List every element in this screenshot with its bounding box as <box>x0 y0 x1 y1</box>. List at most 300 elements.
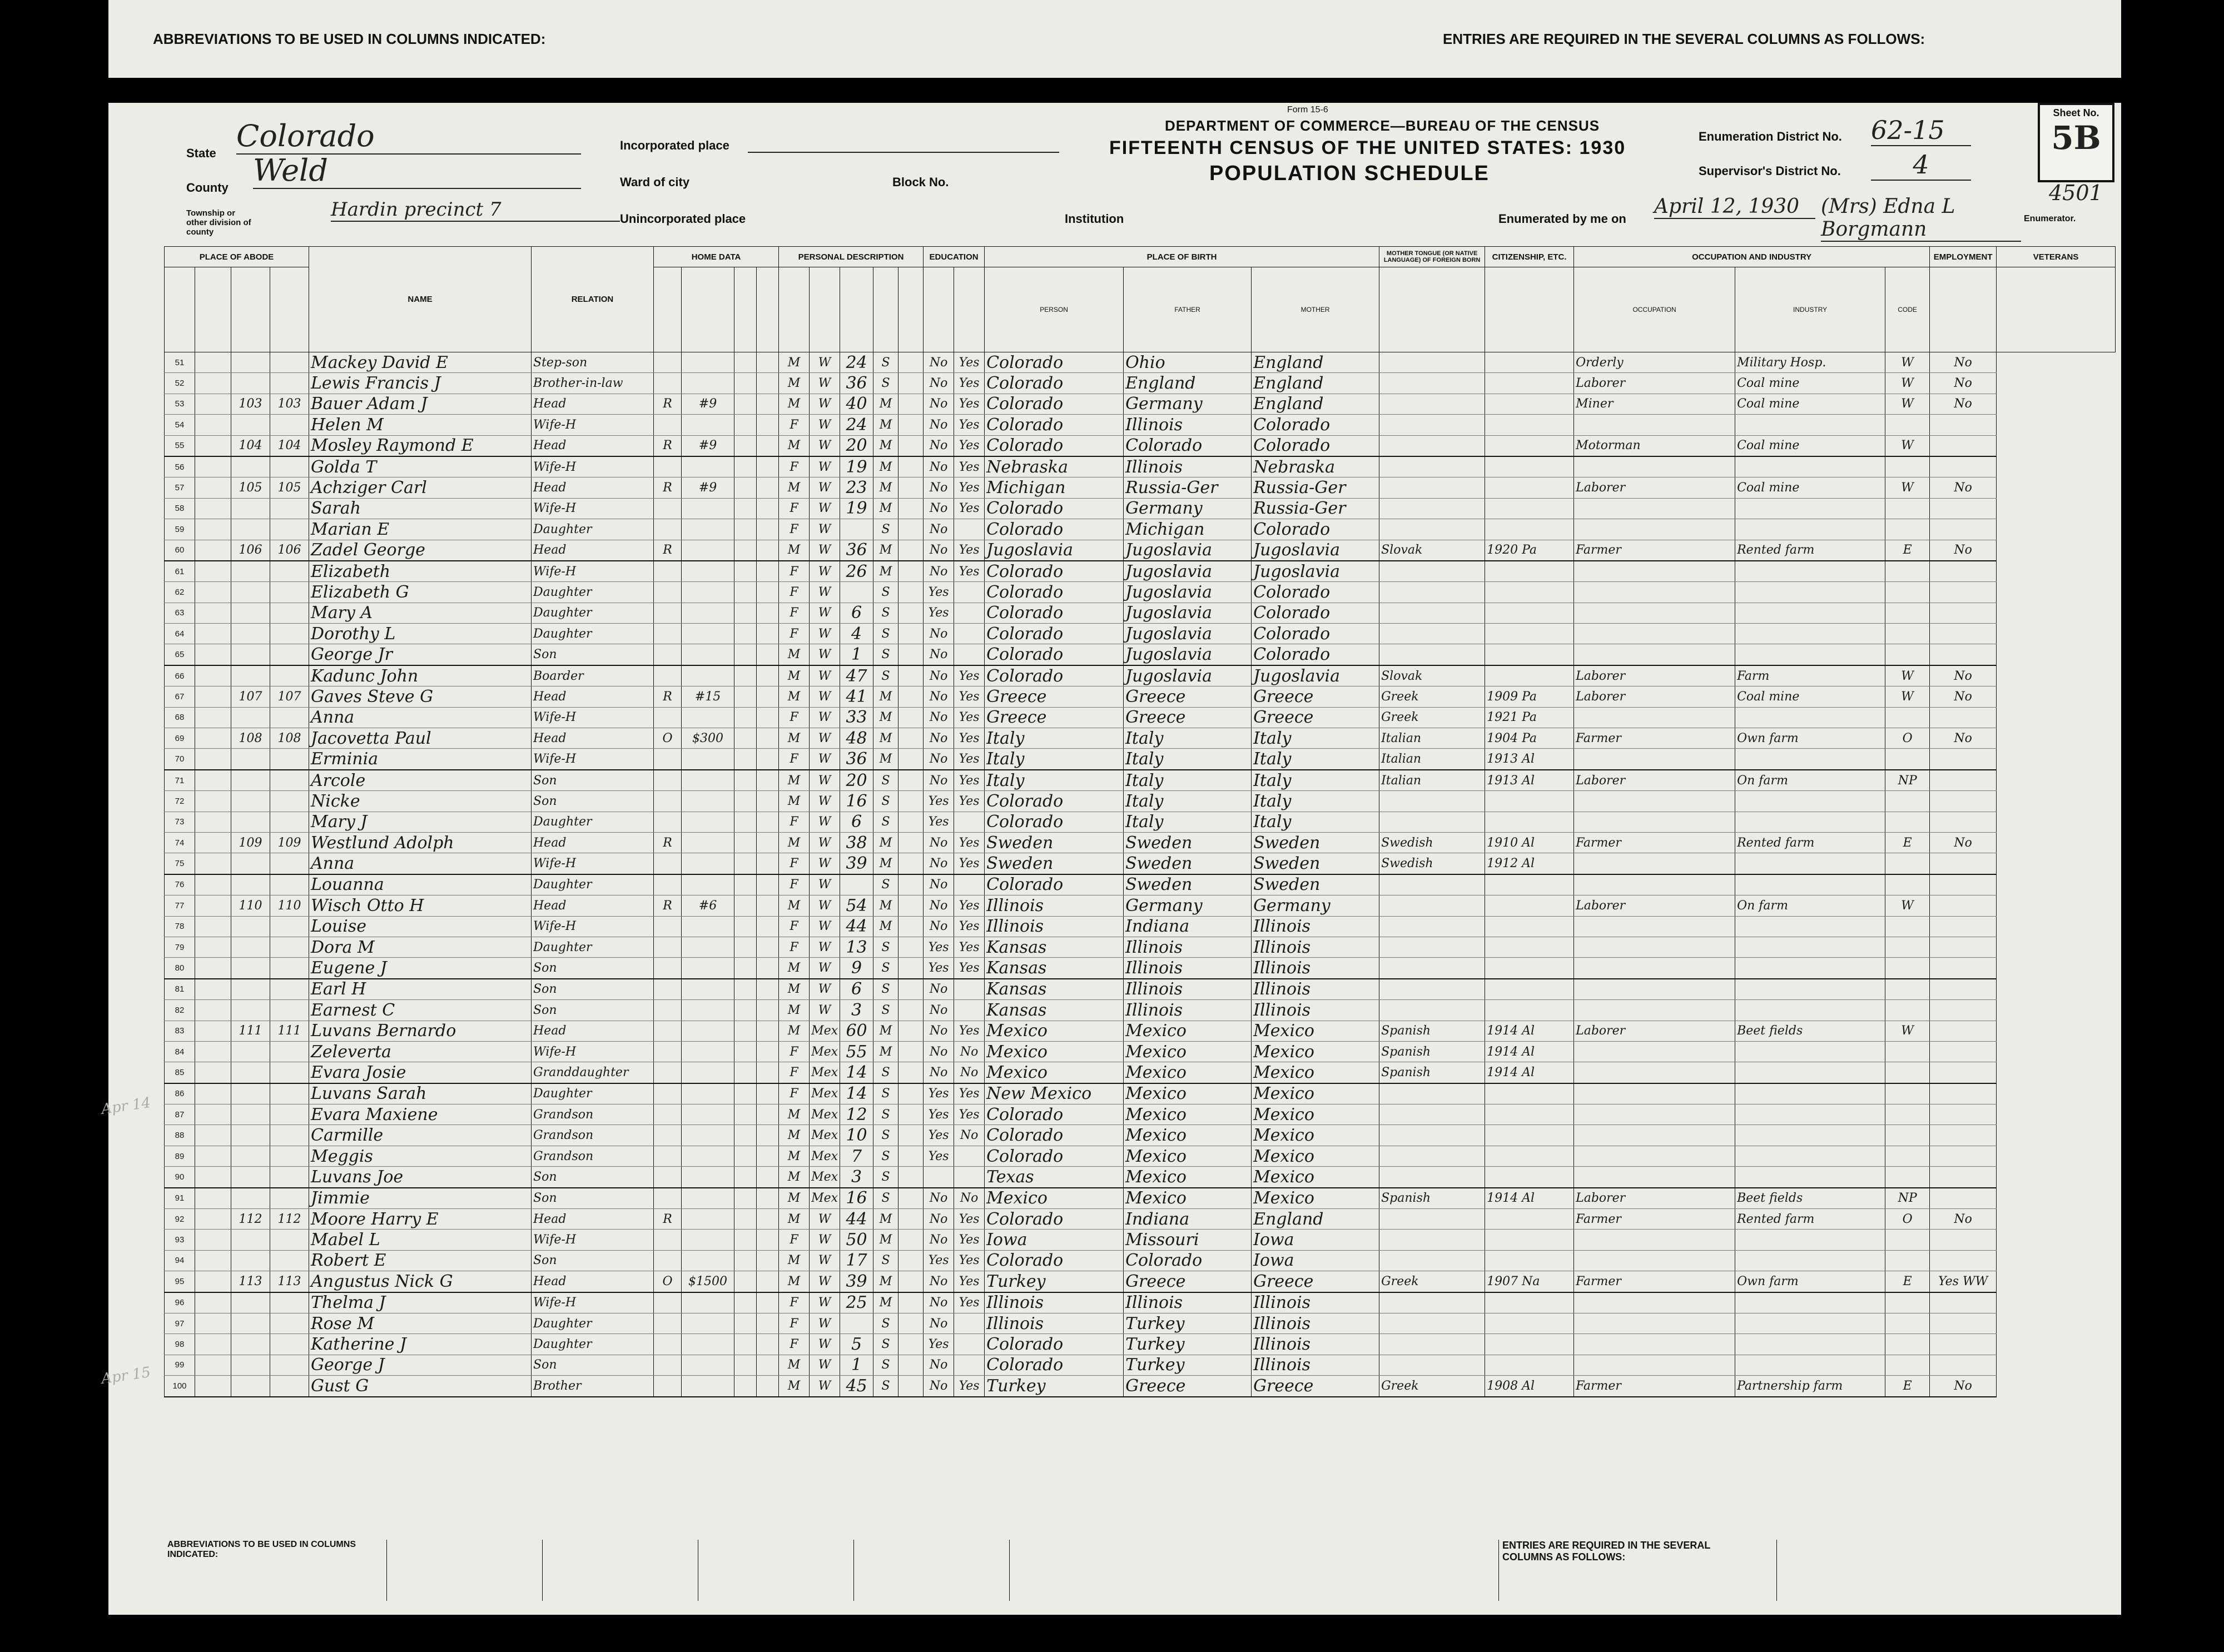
person-name-cell: Rose M <box>309 1313 532 1333</box>
birthplace-mother-cell: Illinois <box>1252 1313 1379 1333</box>
industry-cell <box>1735 561 1885 582</box>
read-write-cell: No <box>954 1188 985 1209</box>
citizenship-cell <box>1485 1334 1574 1355</box>
line-number-cell: 55 <box>165 435 195 456</box>
birthplace-father-cell: Turkey <box>1124 1355 1252 1375</box>
occupation-cell <box>1574 1334 1735 1355</box>
birthplace-father-cell: Illinois <box>1124 415 1252 435</box>
home-value-cell <box>682 456 734 477</box>
marital-status-cell: S <box>873 770 898 791</box>
street-cell <box>195 749 231 770</box>
footer-col-5 <box>1009 1540 1169 1601</box>
sex-cell: M <box>779 728 810 749</box>
person-name-cell: Gust G <box>309 1376 532 1397</box>
birthplace-mother-cell: Italy <box>1252 728 1379 749</box>
table-row <box>165 1125 2116 1146</box>
age-cell: 20 <box>840 435 873 456</box>
home-tenure-cell <box>654 707 682 728</box>
birthplace-person-cell: Nebraska <box>985 456 1124 477</box>
industry-cell <box>1735 979 1885 1000</box>
birthplace-father-cell: England <box>1124 373 1252 394</box>
race-cell: W <box>810 498 840 519</box>
marital-status-cell: S <box>873 1376 898 1397</box>
age-married-cell <box>898 749 924 770</box>
age-cell <box>840 874 873 895</box>
relation-cell: Wife-H <box>532 916 654 937</box>
street-cell <box>195 1000 231 1021</box>
race-cell: W <box>810 791 840 812</box>
age-cell: 14 <box>840 1083 873 1104</box>
read-write-cell: Yes <box>954 415 985 435</box>
occupation-cell <box>1574 958 1735 979</box>
sex-cell: F <box>779 853 810 874</box>
age-cell: 6 <box>840 603 873 623</box>
industry-cell: Own farm <box>1735 728 1885 749</box>
age-cell: 3 <box>840 1167 873 1188</box>
citizenship-cell <box>1485 1125 1574 1146</box>
street-cell <box>195 644 231 665</box>
employment-class-cell: E <box>1885 540 1930 561</box>
birthplace-mother-cell: Mexico <box>1252 1188 1379 1209</box>
veteran-cell <box>1930 1041 1997 1062</box>
relation-cell: Daughter <box>532 874 654 895</box>
read-write-cell: Yes <box>954 1104 985 1125</box>
radio-cell <box>734 832 757 853</box>
family-number-cell: 103 <box>270 394 309 414</box>
person-name-cell: Louise <box>309 916 532 937</box>
veteran-cell <box>1930 1334 1997 1355</box>
school-cell: No <box>924 686 954 707</box>
family-number-cell: 107 <box>270 686 309 707</box>
person-name-cell: Dorothy L <box>309 624 532 644</box>
dwelling-number-cell <box>231 1334 270 1355</box>
veteran-cell: Yes WW <box>1930 1271 1997 1292</box>
marital-status-cell: S <box>873 644 898 665</box>
birthplace-mother-cell: England <box>1252 373 1379 394</box>
read-write-cell: Yes <box>954 435 985 456</box>
home-value-cell: #15 <box>682 686 734 707</box>
mother-tongue-cell <box>1379 373 1485 394</box>
street-cell <box>195 603 231 623</box>
marital-status-cell: M <box>873 1041 898 1062</box>
age-married-cell <box>898 979 924 1000</box>
sex-cell: M <box>779 1000 810 1021</box>
citizenship-cell <box>1485 644 1574 665</box>
employment-class-cell: E <box>1885 832 1930 853</box>
school-cell: Yes <box>924 603 954 623</box>
birthplace-father-cell: Mexico <box>1124 1083 1252 1104</box>
dwelling-number-cell: 103 <box>231 394 270 414</box>
birthplace-mother-cell: Greece <box>1252 707 1379 728</box>
age-cell: 13 <box>840 937 873 957</box>
mother-tongue-cell <box>1379 791 1485 812</box>
veteran-cell: No <box>1930 352 1997 373</box>
line-number-cell: 77 <box>165 895 195 916</box>
sex-cell: F <box>779 1292 810 1313</box>
family-number-cell: 105 <box>270 477 309 498</box>
birthplace-father-cell: Mexico <box>1124 1021 1252 1041</box>
read-write-cell: Yes <box>954 958 985 979</box>
age-married-cell <box>898 644 924 665</box>
home-value-cell: #9 <box>682 477 734 498</box>
birthplace-person-cell: Colorado <box>985 415 1124 435</box>
occupation-cell <box>1574 1313 1735 1333</box>
occupation-cell: Laborer <box>1574 770 1735 791</box>
table-row <box>165 728 2116 749</box>
employment-class-cell <box>1885 456 1930 477</box>
radio-cell <box>734 1376 757 1397</box>
industry-cell <box>1735 415 1885 435</box>
farm-cell <box>757 895 779 916</box>
group-tongue: MOTHER TONGUE (OR NATIVE LANGUAGE) OF FOREIGN BORN <box>1379 247 1485 267</box>
marital-status-cell: S <box>873 1062 898 1083</box>
relation-cell: Daughter <box>532 1083 654 1104</box>
school-cell: No <box>924 832 954 853</box>
school-cell: No <box>924 895 954 916</box>
radio-cell <box>734 937 757 957</box>
birthplace-father-cell: Greece <box>1124 1376 1252 1397</box>
home-tenure-cell <box>654 1188 682 1209</box>
race-cell: W <box>810 770 840 791</box>
sex-cell: F <box>779 1334 810 1355</box>
home-tenure-cell <box>654 791 682 812</box>
sex-cell: M <box>779 770 810 791</box>
home-tenure-cell: R <box>654 1209 682 1230</box>
farm-cell <box>757 1021 779 1041</box>
mother-tongue-cell <box>1379 937 1485 957</box>
marital-status-cell: S <box>873 1104 898 1125</box>
occupation-cell: Farmer <box>1574 728 1735 749</box>
age-married-cell <box>898 415 924 435</box>
industry-cell <box>1735 519 1885 540</box>
age-cell: 41 <box>840 686 873 707</box>
farm-cell <box>757 749 779 770</box>
dwelling-number-cell <box>231 1188 270 1209</box>
citizenship-cell <box>1485 937 1574 957</box>
age-married-cell <box>898 791 924 812</box>
race-cell: W <box>810 644 840 665</box>
employment-class-cell <box>1885 791 1930 812</box>
line-number-cell: 81 <box>165 979 195 1000</box>
street-cell <box>195 686 231 707</box>
footer-col-6 <box>1776 1540 2114 1601</box>
employment-class-cell: O <box>1885 728 1930 749</box>
person-name-cell: Westlund Adolph <box>309 832 532 853</box>
birthplace-mother-cell: England <box>1252 394 1379 414</box>
read-write-cell: No <box>954 1041 985 1062</box>
street-cell <box>195 519 231 540</box>
person-name-cell: Luvans Sarah <box>309 1083 532 1104</box>
mother-tongue-cell <box>1379 561 1485 582</box>
top-strip-entries: ENTRIES ARE REQUIRED IN THE SEVERAL COLUMNS AS FOLLOWS: <box>1443 31 1925 47</box>
veteran-cell <box>1930 937 1997 957</box>
relation-cell: Daughter <box>532 582 654 603</box>
relation-cell: Grandson <box>532 1104 654 1125</box>
dwelling-number-cell <box>231 979 270 1000</box>
age-married-cell <box>898 603 924 623</box>
citizenship-cell <box>1485 1104 1574 1125</box>
school-cell: Yes <box>924 937 954 957</box>
birthplace-person-cell: Kansas <box>985 937 1124 957</box>
family-number-cell <box>270 1250 309 1271</box>
relation-cell: Head <box>532 1209 654 1230</box>
race-cell: W <box>810 603 840 623</box>
family-number-cell <box>270 874 309 895</box>
citizenship-cell <box>1485 498 1574 519</box>
citizenship-cell <box>1485 373 1574 394</box>
person-name-cell: Sarah <box>309 498 532 519</box>
line-number-cell: 79 <box>165 937 195 957</box>
school-cell: No <box>924 415 954 435</box>
industry-cell: On farm <box>1735 895 1885 916</box>
birthplace-father-cell: Italy <box>1124 812 1252 832</box>
mother-tongue-cell <box>1379 1000 1485 1021</box>
street-cell <box>195 707 231 728</box>
birthplace-mother-cell: Italy <box>1252 749 1379 770</box>
age-married-cell <box>898 1250 924 1271</box>
birthplace-person-cell: Colorado <box>985 1125 1124 1146</box>
home-value-cell <box>682 958 734 979</box>
line-number-cell: 58 <box>165 498 195 519</box>
occupation-cell: Miner <box>1574 394 1735 414</box>
mother-tongue-cell: Spanish <box>1379 1188 1485 1209</box>
age-cell: 45 <box>840 1376 873 1397</box>
radio-cell <box>734 1021 757 1041</box>
dwelling-number-cell <box>231 624 270 644</box>
home-tenure-cell <box>654 916 682 937</box>
line-number-cell: 53 <box>165 394 195 414</box>
line-number-cell: 82 <box>165 1000 195 1021</box>
mother-tongue-cell: Spanish <box>1379 1021 1485 1041</box>
birthplace-mother-cell: Colorado <box>1252 624 1379 644</box>
table-row <box>165 1188 2116 1209</box>
population-table <box>164 246 2116 1397</box>
employment-class-cell <box>1885 1167 1930 1188</box>
mother-tongue-cell <box>1379 394 1485 414</box>
read-write-cell: Yes <box>954 1209 985 1230</box>
person-name-cell: Wisch Otto H <box>309 895 532 916</box>
street-cell <box>195 456 231 477</box>
group-veterans: VETERANS <box>1997 247 2116 267</box>
industry-cell: Rented farm <box>1735 1209 1885 1230</box>
mother-tongue-cell <box>1379 1209 1485 1230</box>
birthplace-person-cell: Kansas <box>985 1000 1124 1021</box>
home-tenure-cell: R <box>654 394 682 414</box>
dwelling-number-cell <box>231 916 270 937</box>
birthplace-person-cell: Colorado <box>985 373 1124 394</box>
read-write-cell: Yes <box>954 1083 985 1104</box>
dwelling-number-cell: 113 <box>231 1271 270 1292</box>
marital-status-cell: S <box>873 665 898 686</box>
home-value-cell: $300 <box>682 728 734 749</box>
incorporated-label: Incorporated place <box>620 138 729 152</box>
family-number-cell: 111 <box>270 1021 309 1041</box>
industry-cell: Beet fields <box>1735 1188 1885 1209</box>
group-home: HOME DATA <box>654 247 779 267</box>
birthplace-father-cell: Jugoslavia <box>1124 665 1252 686</box>
relation-cell: Boarder <box>532 665 654 686</box>
footer-col-1 <box>386 1540 535 1601</box>
age-cell: 47 <box>840 665 873 686</box>
age-cell: 40 <box>840 394 873 414</box>
street-cell <box>195 561 231 582</box>
read-write-cell <box>954 1313 985 1333</box>
mother-tongue-cell: Slovak <box>1379 540 1485 561</box>
occupation-cell <box>1574 1125 1735 1146</box>
marital-status-cell: M <box>873 498 898 519</box>
mother-tongue-cell: Spanish <box>1379 1041 1485 1062</box>
table-row <box>165 749 2116 770</box>
employment-class-cell <box>1885 415 1930 435</box>
radio-cell <box>734 644 757 665</box>
birthplace-father-cell: Greece <box>1124 1271 1252 1292</box>
age-cell: 33 <box>840 707 873 728</box>
mother-tongue-cell <box>1379 519 1485 540</box>
mother-tongue-cell: Swedish <box>1379 832 1485 853</box>
occupation-cell <box>1574 812 1735 832</box>
birthplace-mother-cell: Mexico <box>1252 1021 1379 1041</box>
farm-cell <box>757 1292 779 1313</box>
radio-cell <box>734 519 757 540</box>
street-cell <box>195 624 231 644</box>
farm-cell <box>757 979 779 1000</box>
table-row <box>165 895 2116 916</box>
mother-tongue-cell <box>1379 624 1485 644</box>
street-cell <box>195 853 231 874</box>
employment-class-cell: W <box>1885 665 1930 686</box>
radio-cell <box>734 665 757 686</box>
age-married-cell <box>898 456 924 477</box>
farm-cell <box>757 624 779 644</box>
employment-class-cell <box>1885 519 1930 540</box>
farm-cell <box>757 394 779 414</box>
occupation-cell: Orderly <box>1574 352 1735 373</box>
radio-cell <box>734 916 757 937</box>
home-tenure-cell <box>654 1376 682 1397</box>
person-name-cell: George J <box>309 1355 532 1375</box>
department-title: DEPARTMENT OF COMMERCE—BUREAU OF THE CENSUS <box>1165 117 1600 134</box>
mother-tongue-cell: Slovak <box>1379 665 1485 686</box>
radio-cell <box>734 979 757 1000</box>
read-write-cell: Yes <box>954 352 985 373</box>
birthplace-father-cell: Mexico <box>1124 1188 1252 1209</box>
veteran-cell <box>1930 624 1997 644</box>
veteran-cell <box>1930 958 1997 979</box>
home-tenure-cell <box>654 624 682 644</box>
radio-cell <box>734 1167 757 1188</box>
citizenship-cell: 1913 Al <box>1485 749 1574 770</box>
mother-tongue-cell <box>1379 498 1485 519</box>
subhead-occupation: OCCUPATION <box>1574 267 1735 352</box>
relation-cell: Son <box>532 1355 654 1375</box>
marital-status-cell: M <box>873 853 898 874</box>
subhead-father: FATHER <box>1124 267 1252 352</box>
veteran-cell <box>1930 603 1997 623</box>
home-tenure-cell <box>654 456 682 477</box>
schedule-title: POPULATION SCHEDULE <box>1209 162 1490 185</box>
age-cell: 50 <box>840 1230 873 1250</box>
marital-status-cell: M <box>873 707 898 728</box>
relation-cell: Wife-H <box>532 1230 654 1250</box>
table-row <box>165 352 2116 373</box>
farm-cell <box>757 1376 779 1397</box>
farm-cell <box>757 603 779 623</box>
street-cell <box>195 1188 231 1209</box>
read-write-cell <box>954 519 985 540</box>
mother-tongue-cell <box>1379 415 1485 435</box>
family-number-cell <box>270 749 309 770</box>
read-write-cell: Yes <box>954 832 985 853</box>
citizenship-cell: 1914 Al <box>1485 1188 1574 1209</box>
farm-cell <box>757 519 779 540</box>
age-cell: 3 <box>840 1000 873 1021</box>
sex-cell: M <box>779 686 810 707</box>
dwelling-number-cell <box>231 770 270 791</box>
birthplace-person-cell: Colorado <box>985 1355 1124 1375</box>
age-married-cell <box>898 1313 924 1333</box>
employment-class-cell <box>1885 979 1930 1000</box>
sex-cell: F <box>779 456 810 477</box>
institution-label: Institution <box>1065 212 1124 226</box>
table-row <box>165 456 2116 477</box>
line-number-cell: 96 <box>165 1292 195 1313</box>
birthplace-father-cell: Germany <box>1124 895 1252 916</box>
birthplace-mother-cell: Illinois <box>1252 1000 1379 1021</box>
home-tenure-cell <box>654 603 682 623</box>
street-cell <box>195 1271 231 1292</box>
home-value-cell <box>682 1125 734 1146</box>
birthplace-person-cell: Texas <box>985 1167 1124 1188</box>
birthplace-person-cell: Colorado <box>985 1250 1124 1271</box>
citizenship-cell: 1904 Pa <box>1485 728 1574 749</box>
citizenship-cell: 1912 Al <box>1485 853 1574 874</box>
street-cell <box>195 1230 231 1250</box>
veteran-cell <box>1930 435 1997 456</box>
age-cell: 1 <box>840 644 873 665</box>
citizenship-cell <box>1485 582 1574 603</box>
marital-status-cell: S <box>873 1250 898 1271</box>
group-occupation: OCCUPATION AND INDUSTRY <box>1574 247 1930 267</box>
marital-status-cell: S <box>873 624 898 644</box>
school-cell: Yes <box>924 1250 954 1271</box>
school-cell: No <box>924 1292 954 1313</box>
street-cell <box>195 373 231 394</box>
relation-cell: Daughter <box>532 1313 654 1333</box>
industry-cell: Own farm <box>1735 1271 1885 1292</box>
family-number-cell <box>270 1376 309 1397</box>
radio-cell <box>734 1125 757 1146</box>
race-cell: Mex <box>810 1041 840 1062</box>
street-cell <box>195 540 231 561</box>
radio-cell <box>734 1334 757 1355</box>
birthplace-person-cell: Greece <box>985 686 1124 707</box>
industry-cell: Coal mine <box>1735 394 1885 414</box>
school-cell: No <box>924 728 954 749</box>
age-married-cell <box>898 958 924 979</box>
mother-tongue-cell <box>1379 958 1485 979</box>
marital-status-cell: M <box>873 415 898 435</box>
home-value-cell <box>682 1250 734 1271</box>
sheet-value: 5B <box>2051 119 2101 157</box>
farm-cell <box>757 1083 779 1104</box>
home-tenure-cell <box>654 874 682 895</box>
birthplace-father-cell: Mexico <box>1124 1062 1252 1083</box>
birthplace-father-cell: Indiana <box>1124 916 1252 937</box>
industry-cell: Coal mine <box>1735 373 1885 394</box>
mother-tongue-cell <box>1379 1250 1485 1271</box>
street-cell <box>195 1376 231 1397</box>
family-number-cell <box>270 707 309 728</box>
